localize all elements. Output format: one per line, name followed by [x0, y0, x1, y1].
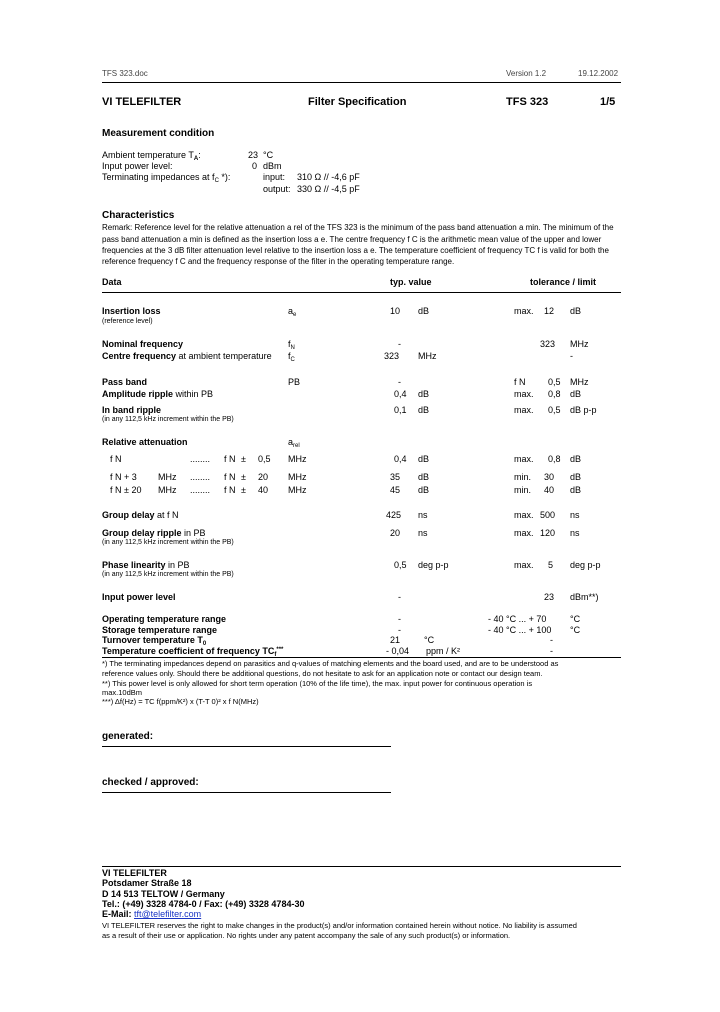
header-company: VI TELEFILTER — [102, 96, 182, 108]
row-in-band-ripple-tol-unit: dB p-p — [570, 405, 597, 415]
row-in-band-ripple-name: In band ripple — [102, 405, 162, 415]
row-in-band-ripple-tol-kind: max. — [514, 405, 534, 415]
row-temp-coeff-typ-unit: ppm / K² — [426, 646, 461, 656]
footnote-1: *) The terminating impedances depend on parasitics and q-values of matching elements and the board used, and are to be understood as — [102, 659, 559, 668]
row-input-power-tol: 23 — [544, 592, 555, 602]
row-turnover-temp-typ-unit: °C — [424, 635, 435, 645]
row-in-band-ripple-note: (in any 112,5 kHz increment within the PB) — [102, 416, 234, 423]
meas-label-input-power: Input power level: — [102, 161, 173, 171]
row-insertion-loss-sym: $a_e$ — [288, 306, 297, 318]
row-insertion-loss-name: Insertion loss — [102, 306, 161, 316]
row-storage-temp-name: Storage temperature range — [102, 625, 218, 635]
rel-row-2-rhs: f N — [224, 472, 236, 482]
row-group-delay-tol: 500 — [540, 510, 556, 520]
col-header-tolerance: tolerance / limit — [530, 277, 597, 287]
row-phase-linearity-tol-kind: max. — [514, 560, 534, 570]
rel-row-3-pm: ± — [241, 485, 246, 495]
rel-row-1-typ: 0,4 — [394, 454, 407, 464]
rel-row-1-tol-kind: max. — [514, 454, 534, 464]
rel-row-2-dots: ........ — [190, 472, 211, 482]
disclaimer-line-2: as a result of their use or application. No rights under any patent accompany the sale of any such product(s) or information. — [102, 931, 511, 940]
footnote-3: **) This power level is only allowed for short term operation (10% of the life time), the max. input power for continuous operation is — [102, 679, 533, 688]
rel-row-3-rhs-val: 40 — [258, 485, 269, 495]
characteristics-heading: Characteristics — [102, 210, 175, 221]
row-insertion-loss-tol-kind: max. — [514, 306, 534, 316]
row-nominal-frequency-typ: - — [398, 339, 401, 349]
doc-date: 19.12.2002 — [578, 69, 619, 78]
row-operating-temp-tol: - 40 °C ... + 70 — [488, 614, 547, 624]
row-temp-coeff-name: Temperature coefficient of frequency $TC_f^{***}$ — [102, 646, 284, 658]
meas-unit-impedance-output: 330 Ω // -4,5 pF — [297, 184, 360, 194]
row-phase-linearity-note: (in any 112,5 kHz increment within the PB) — [102, 571, 234, 578]
rel-row-3-lhs-unit: MHz — [158, 485, 177, 495]
rel-row-3-lhs: f N — [110, 485, 122, 495]
product-code: TFS 323 — [506, 96, 549, 108]
row-in-band-ripple-typ: 0,1 — [394, 405, 407, 415]
row-pass-band-typ: - — [398, 377, 401, 387]
footer-company: VI TELEFILTER — [102, 868, 167, 878]
row-temp-coeff-tol: - — [550, 646, 553, 656]
row-amplitude-ripple-tol-unit: dB — [570, 389, 582, 399]
header-rule — [102, 82, 621, 83]
email-link[interactable]: tft@telefilter.com — [134, 909, 202, 919]
meas-value-impedance-output: output: — [263, 184, 291, 194]
checked-signature-line — [102, 792, 391, 793]
row-group-delay-name: Group delay at f N — [102, 510, 179, 520]
row-relative-attenuation-name: Relative attenuation — [102, 437, 188, 447]
rel-row-3-tol-kind: min. — [514, 485, 532, 495]
remark-line-3: frequencies at the 3 dB filter attenuation level relative to the insertion loss a e. The temperature coefficient of frequency TC f is valid for both the — [102, 246, 609, 255]
rel-row-2-lhs-unit: MHz — [158, 472, 177, 482]
row-input-power-typ: - — [398, 592, 401, 602]
rel-row-1-dots: ........ — [190, 454, 211, 464]
row-nominal-frequency-sym: $f_N$ — [288, 339, 295, 351]
row-group-delay-ripple-typ: 20 — [390, 528, 401, 538]
table-header-rule — [102, 292, 621, 293]
row-operating-temp-name: Operating temperature range — [102, 614, 227, 624]
row-input-power-name: Input power level — [102, 592, 176, 602]
rel-row-3-lhs-range: ± 20 — [124, 485, 142, 495]
meas-label-ambient: Ambient temperature $T_A$: — [102, 150, 201, 162]
row-storage-temp-tol-unit: °C — [570, 625, 581, 635]
rel-row-2-typ-unit: dB — [418, 472, 430, 482]
row-group-delay-typ-unit: ns — [418, 510, 428, 520]
rel-row-1-lhs: f N — [110, 454, 122, 464]
row-group-delay-typ: 425 — [386, 510, 402, 520]
meas-value-impedance-input: input: — [263, 172, 286, 182]
footer-email: E-Mail: tft@telefilter.com — [102, 909, 202, 919]
remark-line-1: Remark: Reference level for the relative attenuation a rel of the TFS 323 is the minimum of the pass band attenuation a min. The minimum of the — [102, 223, 614, 232]
rel-row-1-tol-unit: dB — [570, 454, 582, 464]
col-header-typ: typ. value — [390, 277, 432, 287]
row-relative-attenuation-sym: $a_{rel}$ — [288, 437, 300, 449]
rel-row-1-tol: 0,8 — [548, 454, 561, 464]
remark-line-2: pass band attenuation a min is defined as the insertion loss a e. The centre frequency f C is the arithmetic mean value of the upper and lower — [102, 235, 602, 244]
row-phase-linearity-tol: 5 — [548, 560, 554, 570]
row-pass-band-sym: PB — [288, 377, 301, 387]
footnote-5: ***) Δf(Hz) = TC f(ppm/K²) x (T-T 0)² x f N(MHz) — [102, 697, 259, 706]
row-in-band-ripple-typ-unit: dB — [418, 405, 430, 415]
rel-row-2-lhs: f N — [110, 472, 122, 482]
footnote-2: reference values only. Should there be additional questions, do not hesitate to ask for an application note or contact our design team. — [102, 669, 543, 678]
row-amplitude-ripple-typ: 0,4 — [394, 389, 407, 399]
row-pass-band-tol: 0,5 — [548, 377, 561, 387]
rel-row-3-rhs: f N — [224, 485, 236, 495]
rel-row-1-unit: MHz — [288, 454, 307, 464]
meas-value-ambient: 23 — [248, 150, 259, 160]
row-group-delay-ripple-note: (in any 112,5 kHz increment within the PB) — [102, 539, 234, 546]
row-pass-band-tol-unit: MHz — [570, 377, 589, 387]
row-amplitude-ripple-name: Amplitude ripple within PB — [102, 389, 214, 399]
footnote-4: max.10dBm — [102, 688, 143, 697]
rel-row-1-rhs: f N — [224, 454, 236, 464]
generated-signature-line — [102, 746, 391, 747]
meas-label-impedance: Terminating impedances at $f_C$ *): — [102, 172, 231, 184]
row-operating-temp-tol-unit: °C — [570, 614, 581, 624]
row-temp-coeff-typ: - 0,04 — [386, 646, 410, 656]
row-turnover-temp-typ: 21 — [390, 635, 401, 645]
rel-row-2-typ: 35 — [390, 472, 401, 482]
row-phase-linearity-tol-unit: deg p-p — [570, 560, 601, 570]
rel-row-3-typ-unit: dB — [418, 485, 430, 495]
rel-row-2-rhs-val: 20 — [258, 472, 269, 482]
row-insertion-loss-tol: 12 — [544, 306, 555, 316]
row-centre-frequency-typ-unit: MHz — [418, 351, 437, 361]
rel-row-3-dots: ........ — [190, 485, 211, 495]
rel-row-2-tol-unit: dB — [570, 472, 582, 482]
footer-rule — [102, 866, 621, 867]
meas-unit-input-power: dBm — [263, 161, 282, 171]
row-amplitude-ripple-tol: 0,8 — [548, 389, 561, 399]
doc-filename: TFS 323.doc — [102, 69, 148, 78]
row-insertion-loss-note: (reference level) — [102, 318, 153, 325]
checked-label: checked / approved: — [102, 777, 199, 788]
generated-label: generated: — [102, 731, 154, 742]
row-input-power-tol-unit: dBm**) — [570, 592, 599, 602]
row-centre-frequency-typ: 323 — [384, 351, 400, 361]
rel-row-1-rhs-val: 0,5 — [258, 454, 271, 464]
row-insertion-loss-tol-unit: dB — [570, 306, 582, 316]
row-nominal-frequency-tol: 323 — [540, 339, 556, 349]
rel-row-3-unit: MHz — [288, 485, 307, 495]
rel-row-1-typ-unit: dB — [418, 454, 430, 464]
rel-row-2-pm: ± — [241, 472, 246, 482]
row-phase-linearity-typ: 0,5 — [394, 560, 407, 570]
page-title: Filter Specification — [308, 96, 407, 108]
rel-row-3-typ: 45 — [390, 485, 401, 495]
rel-row-3-tol: 40 — [544, 485, 555, 495]
row-pass-band-tol-kind: f N — [514, 377, 526, 387]
row-centre-frequency-tol-unit: - — [570, 351, 573, 361]
row-group-delay-ripple-name: Group delay ripple in PB — [102, 528, 206, 538]
footer-tel: Tel.: (+49) 3328 4784-0 / Fax: (+49) 3328 4784-30 — [102, 899, 305, 909]
row-amplitude-ripple-typ-unit: dB — [418, 389, 430, 399]
meas-unit-impedance-input: 310 Ω // -4,6 pF — [297, 172, 360, 182]
row-group-delay-ripple-tol: 120 — [540, 528, 556, 538]
row-operating-temp-typ: - — [398, 614, 401, 624]
disclaimer-line-1: VI TELEFILTER reserves the right to make changes in the product(s) and/or information contained herein without notice. No liability is assumed — [102, 921, 577, 930]
row-storage-temp-tol: - 40 °C ... + 100 — [488, 625, 552, 635]
rel-row-2-unit: MHz — [288, 472, 307, 482]
footer-city: D 14 513 TELTOW / Germany — [102, 889, 225, 899]
row-turnover-temp-tol: - — [550, 635, 553, 645]
rel-row-2-lhs-range: + 3 — [124, 472, 137, 482]
row-nominal-frequency-name: Nominal frequency — [102, 339, 184, 349]
row-nominal-frequency-tol-unit: MHz — [570, 339, 589, 349]
row-insertion-loss-typ: 10 — [390, 306, 401, 316]
row-centre-frequency-sym: $f_C$ — [288, 351, 295, 363]
row-group-delay-tol-unit: ns — [570, 510, 580, 520]
row-in-band-ripple-tol: 0,5 — [548, 405, 561, 415]
row-group-delay-tol-kind: max. — [514, 510, 534, 520]
row-pass-band-name: Pass band — [102, 377, 148, 387]
row-insertion-loss-typ-unit: dB — [418, 306, 430, 316]
row-group-delay-ripple-tol-kind: max. — [514, 528, 534, 538]
meas-unit-ambient: °C — [263, 150, 274, 160]
remark-line-4: reference frequency f C and the frequency response of the filter in the operating temperature range. — [102, 257, 455, 266]
col-header-data: Data — [102, 277, 122, 287]
rel-row-3-tol-unit: dB — [570, 485, 582, 495]
measurement-heading: Measurement condition — [102, 128, 215, 139]
footer-street: Potsdamer Straße 18 — [102, 878, 192, 888]
rel-row-2-tol: 30 — [544, 472, 555, 482]
row-storage-temp-typ: - — [398, 625, 401, 635]
doc-version: Version 1.2 — [506, 69, 547, 78]
table-footer-rule — [102, 657, 621, 658]
row-group-delay-ripple-typ-unit: ns — [418, 528, 428, 538]
row-phase-linearity-typ-unit: deg p-p — [418, 560, 449, 570]
row-group-delay-ripple-tol-unit: ns — [570, 528, 580, 538]
row-turnover-temp-name: Turnover temperature $T_0$ — [102, 635, 207, 647]
rel-row-2-tol-kind: min. — [514, 472, 532, 482]
rel-row-1-pm: ± — [241, 454, 246, 464]
row-centre-frequency-name: Centre frequency at ambient temperature — [102, 351, 272, 361]
meas-value-input-power: 0 — [252, 161, 258, 171]
row-amplitude-ripple-tol-kind: max. — [514, 389, 534, 399]
page-number: 1/5 — [600, 96, 616, 108]
row-phase-linearity-name: Phase linearity in PB — [102, 560, 190, 570]
